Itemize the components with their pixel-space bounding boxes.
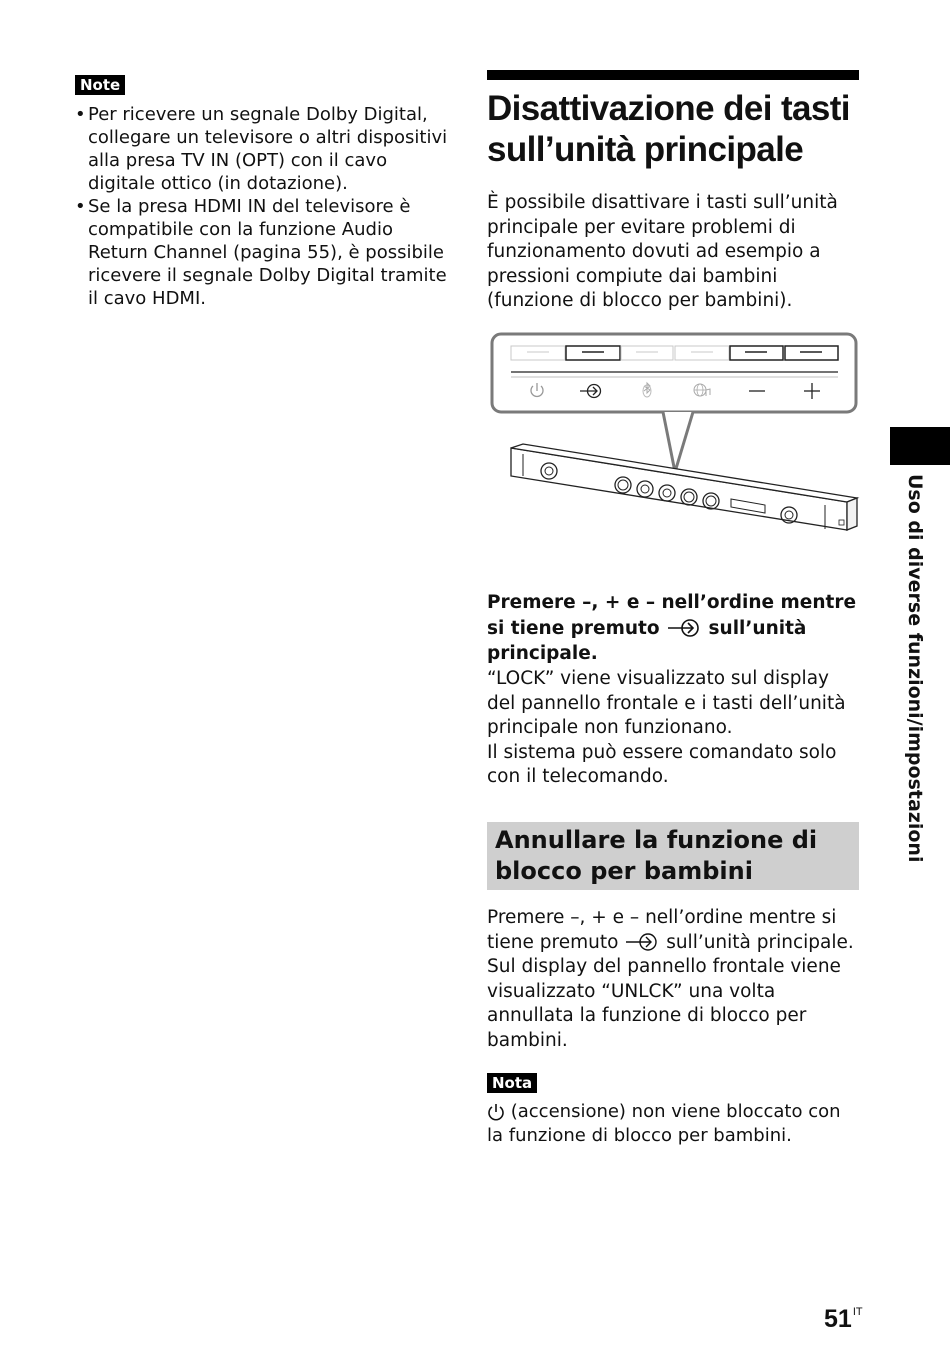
cancel-text-1: Premere –, + e – nell’ordine mentre si tiene premuto — [487, 907, 837, 953]
result-paragraph — [487, 667, 859, 790]
section-heading-box — [487, 822, 859, 890]
result-line: Il sistema può essere comandato solo con il telecomando. — [487, 741, 837, 787]
input-icon — [624, 932, 660, 952]
side-tab-marker — [890, 427, 950, 465]
note-list — [75, 103, 450, 310]
instruction-step — [487, 590, 859, 667]
page-title: Disattivazione dei tasti sull’unità principale — [487, 89, 850, 169]
power-icon — [487, 1103, 505, 1121]
heading-rule — [487, 70, 859, 80]
page-number-suffix: IT — [852, 1306, 863, 1318]
instruction-text-2: sull’unità principale. — [487, 617, 807, 664]
cancel-text-2: sull’unità principale. Sul display del pannello frontale viene visualizzato “UNLCK” una volta annullata la funzione di blocco per bambini. — [487, 931, 854, 1051]
page-number-value: 51 — [824, 1305, 852, 1333]
instruction-text-1: Premere –, + e – nell’ordine mentre si tiene premuto — [487, 592, 857, 639]
soundbar-illustration — [487, 330, 862, 540]
nota-paragraph — [487, 1100, 859, 1148]
section-title: Annullare la funzione di blocco per bambini — [495, 826, 818, 885]
result-line: “LOCK” viene visualizzato sul display del pannello frontale e i tasti dell’unità principale non funzionano. — [487, 668, 846, 738]
cancel-paragraph — [487, 906, 859, 1053]
input-icon — [666, 618, 702, 638]
intro-paragraph: È possibile disattivare i tasti sull’unità principale per evitare problemi di funzionamento dovuti ad esempio a pressioni compiute dai bambini (funzione di blocco per bambini). — [487, 192, 838, 311]
note-item: • Per ricevere un segnale Dolby Digital, collegare un televisore o altri dispositivi alla presa TV IN (OPT) con il cavo digitale ottico (in dotazione). — [75, 103, 450, 195]
side-tab-label: Uso di diverse funzioni/impostazioni — [904, 474, 926, 863]
nota-text: (accensione) non viene bloccato con la funzione di blocco per bambini. — [487, 1101, 841, 1146]
note-badge: Note — [75, 75, 125, 95]
note-item: • Se la presa HDMI IN del televisore è compatibile con la funzione Audio Return Channel (pagina 55), è possibile ricevere il segnale Dolby Digital tramite il cavo HDMI. — [75, 195, 450, 310]
page-number — [824, 1305, 863, 1334]
nota-badge: Nota — [487, 1073, 537, 1093]
soundbar-body — [511, 444, 857, 530]
